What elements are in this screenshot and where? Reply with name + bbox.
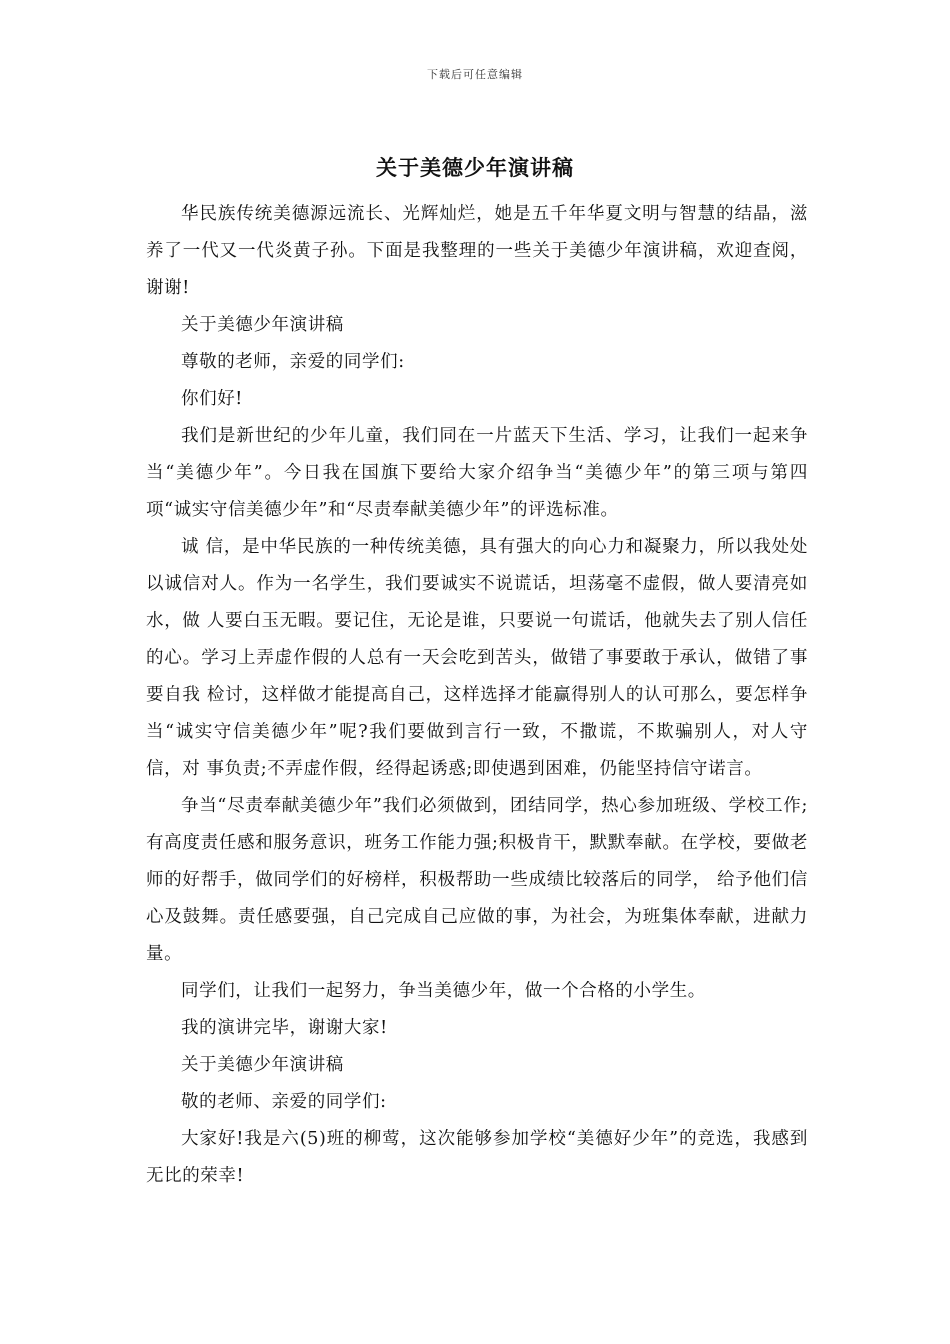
paragraph-body-4: 同学们，让我们一起努力，争当美德少年，做一个合格的小学生。	[181, 981, 706, 1001]
paragraph-salutation-2: 敬的老师、亲爱的同学们:	[181, 1092, 387, 1112]
document-body	[146, 196, 808, 1195]
paragraph-body-2: 诚 信，是中华民族的一种传统美德，具有强大的向心力和凝聚力，所以我处处以诚信对人。作为一名学生，我们要诚实不说谎话，坦荡毫不虚假，做人要清亮如水，做 人要白玉无暇。要记住，无论是谁，只要说一句谎话，他就失去了别人信任的心。学习上弄虚作假的人总有一天会吃到苦头，做错了事要敢于承认，做错了事要自我 检讨，这样做才能提高自己，这样选择才能赢得别人的认可那么，要怎样争当“诚实守信美德少年”呢?我们要做到言行一致，不撒谎，不欺骗别人，对人守信，对 事负责;不弄虚作假，经得起诱惑;即使遇到困难，仍能坚持信守诺言。	[146, 537, 808, 779]
paragraph-greeting-1: 你们好!	[181, 389, 243, 409]
header-note: 下载后可任意编辑	[427, 68, 523, 81]
paragraph-greeting-2: 大家好!我是六(5)班的柳莺，这次能够参加学校“美德好少年”的竞选，我感到无比的荣幸!	[146, 1129, 808, 1186]
paragraph-closing-1: 我的演讲完毕，谢谢大家!	[181, 1018, 388, 1038]
paragraph-salutation-1: 尊敬的老师，亲爱的同学们:	[181, 352, 405, 372]
document-title: 关于美德少年演讲稿	[376, 155, 574, 180]
paragraph-speech-title-2: 关于美德少年演讲稿	[181, 1055, 344, 1075]
paragraph-speech-title-1: 关于美德少年演讲稿	[181, 315, 344, 335]
paragraph-body-1: 我们是新世纪的少年儿童，我们同在一片蓝天下生活、学习，让我们一起来争当“美德少年”。今日我在国旗下要给大家介绍争当“美德少年”的第三项与第四项“诚实守信美德少年”和“尽责奉献美德少年”的评选标准。	[146, 426, 808, 520]
paragraph-intro: 华民族传统美德源远流长、光辉灿烂，她是五千年华夏文明与智慧的结晶，滋养了一代又一代炎黄子孙。下面是我整理的一些关于美德少年演讲稿，欢迎查阅，谢谢!	[146, 204, 808, 298]
paragraph-body-3: 争当“尽责奉献美德少年”我们必须做到，团结同学，热心参加班级、学校工作;有高度责任感和服务意识，班务工作能力强;积极肯干，默默奉献。在学校，要做老师的好帮手，做同学们的好榜样，积极帮助一些成绩比较落后的同学， 给予他们信心及鼓舞。责任感要强，自己完成自己应做的事，为社会，为班集体奉献，进献力量。	[146, 796, 808, 964]
